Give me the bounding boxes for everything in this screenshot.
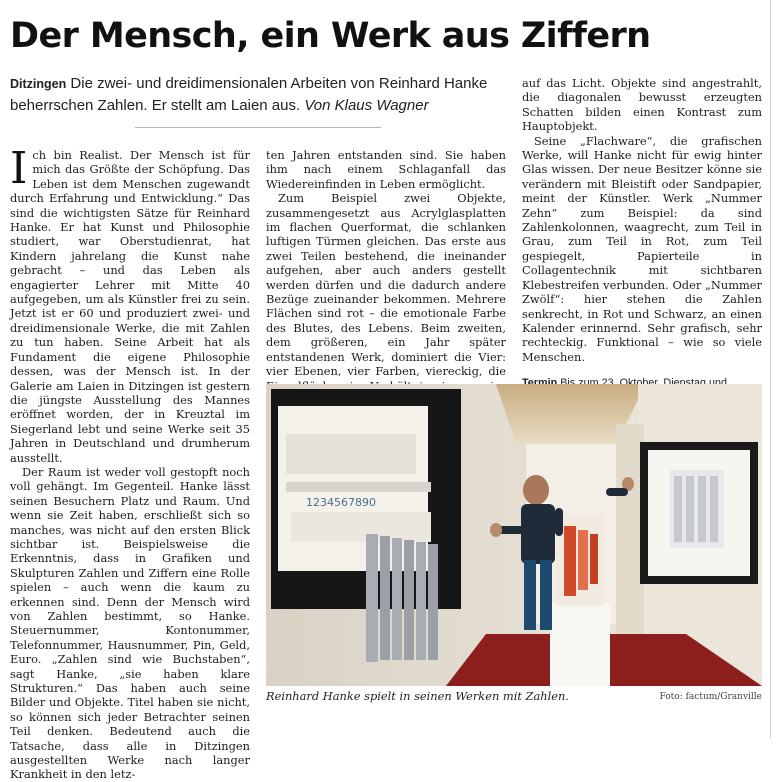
lead-divider bbox=[135, 127, 381, 128]
gallery-photo-illustration bbox=[266, 384, 762, 686]
body-paragraph: Der Raum ist weder voll gestopft noch voll gehängt. Im Gegenteil. Hanke lässt seinen Besuchern Platz und Raum. Und wenn sie Zeit haben, erschließt sich so manches, was nicht auf den ersten Blick sichtbar ist. Beispielsweise die Erkenntnis, dass in Grafiken und Skulpturen Zahlen und Ziffern eine Rolle spielen – auch wenn die kaum zu erkennen sind. Denn der Mensch wird von Zahlen bestimmt, so Hanke. Steuernummer, Kontonummer, Telefonnummer, Hausnummer, Pin, Geld, Euro. „Zahlen sind wie Buchstaben“, sagt Hanke, „sie haben klare Strukturen.“ Das haben auch seine Bilder und Objekte. Titel haben sie nicht, so können sich jeder Betrachter seinen Teil denken. Bedeutend auch die Tatsache, dass alle in Ditzingen ausgestellten Werke nach langer Krankheit in den letz- bbox=[10, 464, 250, 782]
lead-paragraph bbox=[10, 73, 510, 116]
drop-cap: I bbox=[10, 143, 28, 194]
article-column-2 bbox=[266, 148, 506, 384]
article-column-1 bbox=[10, 143, 250, 782]
adjacent-article-edge bbox=[770, 0, 781, 738]
digit-artwork-text: 1234567890 bbox=[306, 496, 376, 509]
body-paragraph: auf das Licht. Objekte sind angestrahlt, die diagonalen bewusst erzeugten Schatten bilden einen Kontrast zum Hauptobjekt. bbox=[522, 76, 762, 134]
lead-text: Die zwei- und dreidimensionalen Arbeiten von Reinhard Hanke beherrschen Zahlen. Er stellt am Laien aus. bbox=[10, 75, 488, 114]
body-paragraph: Zum Beispiel zwei Objekte, zusammengesetzt aus Acrylglasplatten im flachen Querformat, die schlanken luftigen Türmen gleichen. Das erste aus zwei Teilen bestehend, die ineinander aufgehen, aber auch anders gestellt werden dürfen und die dadurch andere Bezüge zueinander bekommen. Mehrere Flächen sind rot – die emotionale Farbe des Blutes, des Lebens. Beim zweiten, dem größeren, ein Jahr später entstandenen Werk, dominiert die Vier: vier Ebenen, vier Farben, viereckig, die bbox=[266, 191, 506, 379]
photo-credit: Foto: factum/Granville bbox=[659, 692, 762, 702]
body-paragraph: ten Jahren entstanden sind. Sie haben ihm nach einem Schlaganfall das Wiedereinfinden in Leben ermöglicht. bbox=[266, 148, 506, 191]
headline: Der Mensch, ein Werk aus Ziffern bbox=[10, 16, 651, 56]
body-paragraph: Seine „Flachware“, die grafischen Werke, will Hanke nicht für ewig hinter Glas wissen. Der neue Besitzer könne sie verändern mit Bleistift oder Sandpapier, meint der Künstler. Werk „Nummer Zehn“ zum Beispiel: da sind Zahlenkolonnen, waagrecht, zum Teil in Grau, zum Teil in Rot, zum Teil gespiegelt, Papierteile in Collagentechnik mit sichtbaren Klebestreifen verbunden. Oder „Nummer Zwölf“: hier stehen die Zahlen senkrecht, in Rot und Schwarz, an einen Kalender erinnernd. Sehr grafisch, sehr rechteckig. Funktional – wie so viele Menschen. bbox=[522, 133, 762, 364]
body-paragraph bbox=[10, 143, 250, 465]
photo-caption: Reinhard Hanke spielt in seinen Werken mit Zahlen. bbox=[266, 689, 569, 703]
article-column-3 bbox=[522, 76, 762, 381]
author-byline: Von Klaus Wagner bbox=[304, 97, 429, 114]
dateline: Ditzingen bbox=[10, 77, 67, 91]
article-photo bbox=[266, 384, 762, 686]
body-text: ch bin Realist. Der Mensch ist für mich das Größte der Schöpfung. Das Leben ist dem Menschen zugewandt durch Erfahrung und Entwicklung.“ Das sind die wichtigsten Sätze für Reinhard Hanke. Er hat Kunst und Philosophie studiert, war Oberstudienrat, hat Kindern jahrelang die Kunst nahe gebracht – und das Leben als engagierter Lehrer mit Mitte 40 aufgegeben, um als Künstler frei zu sein. Jetzt ist er 60 und produziert zwei- und dreidimensionale Werke, die mit Zahlen zu tun haben. Seine Arbeit hat als Fundament die eigene Philosophie dessen, was der Mensch ist. In der Galerie am Laien in Ditzingen ist gestern die jüngste Ausstellung des Mannes eröffnet worden, der in Kreuztal im Siegerland lebt und seine Werke seit 35 Jahren in Deutschland und drumherum ausstellt. bbox=[10, 148, 250, 465]
